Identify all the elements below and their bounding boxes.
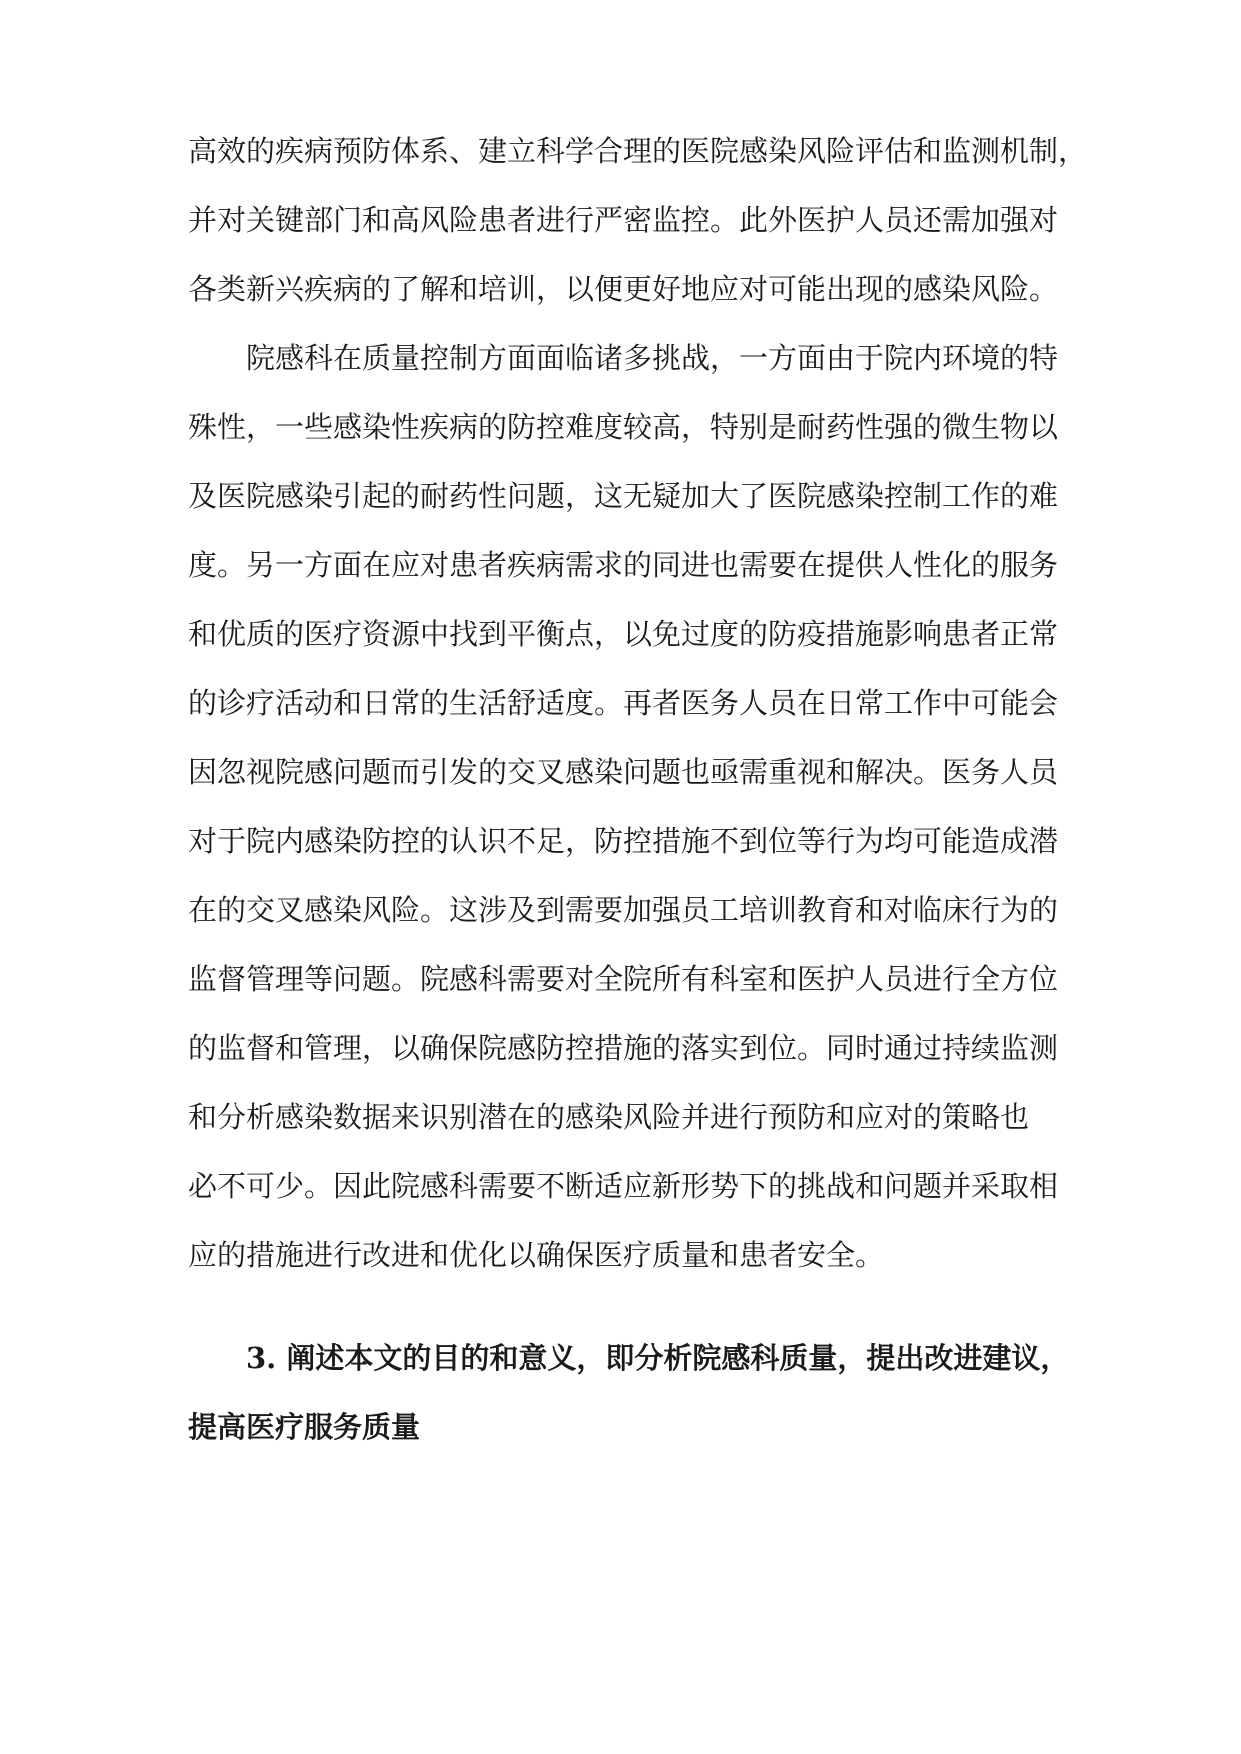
paragraph-1-line-3: 各类新兴疾病的了解和培训，以便更好地应对可能出现的感染风险。 xyxy=(188,272,1059,306)
paragraph-2-line-2: 殊性，一些感染性疾病的防控难度较高，特别是耐药性强的微生物以 xyxy=(188,410,1059,444)
paragraph-2-line-10: 监督管理等问题。院感科需要对全院所有科室和医护人员进行全方位 xyxy=(188,962,1059,996)
paragraph-1-line-2: 并对关键部门和高风险患者进行严密监控。此外医护人员还需加强对 xyxy=(188,203,1059,237)
paragraph-2-line-11: 的监督和管理，以确保院感防控措施的落实到位。同时通过持续监测 xyxy=(188,1031,1059,1065)
paragraph-2-line-9: 在的交叉感染风险。这涉及到需要加强员工培训教育和对临床行为的 xyxy=(188,893,1059,927)
paragraph-2-line-8: 对于院内感染防控的认识不足，防控措施不到位等行为均可能造成潜 xyxy=(188,824,1059,858)
paragraph-2-line-6: 的诊疗活动和日常的生活舒适度。再者医务人员在日常工作中可能会 xyxy=(188,686,1059,720)
paragraph-2-line-7: 因忽视院感问题而引发的交叉感染问题也亟需重视和解决。医务人员 xyxy=(188,755,1059,789)
paragraph-2-line-13: 必不可少。因此院感科需要不断适应新形势下的挑战和问题并采取相 xyxy=(188,1169,1059,1203)
paragraph-2-line-12: 和分析感染数据来识别潜在的感染风险并进行预防和应对的策略也 xyxy=(188,1100,1030,1134)
paragraph-1-line-1: 高效的疾病预防体系、建立科学合理的医院感染风险评估和监测机制， xyxy=(188,134,1088,168)
paragraph-2-line-3: 及医院感染引起的耐药性问题，这无疑加大了医院感染控制工作的难 xyxy=(188,479,1059,513)
paragraph-2-line-4: 度。另一方面在应对患者疾病需求的同进也需要在提供人性化的服务 xyxy=(188,548,1059,582)
section-heading-line-1: 3. 阐述本文的目的和意义，即分析院感科质量，提出改进建议， xyxy=(246,1341,1070,1375)
paragraph-2-line-14: 应的措施进行改进和优化以确保医疗质量和患者安全。 xyxy=(188,1238,885,1272)
section-heading-line-2: 提高医疗服务质量 xyxy=(188,1410,421,1444)
paragraph-2-line-1: 院感科在质量控制方面面临诸多挑战，一方面由于院内环境的特 xyxy=(246,341,1059,375)
paragraph-2-line-5: 和优质的医疗资源中找到平衡点，以免过度的防疫措施影响患者正常 xyxy=(188,617,1059,651)
